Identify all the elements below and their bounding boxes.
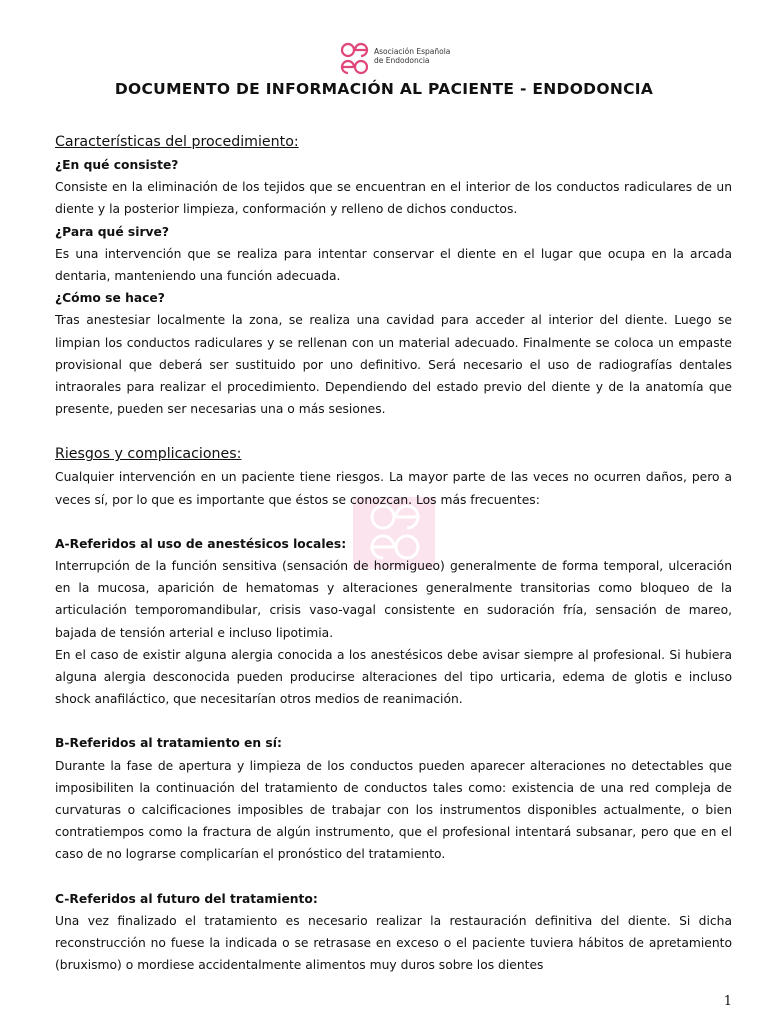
section-heading-characteristics: Características del procedimiento: <box>55 134 299 150</box>
aede-logo <box>340 42 470 76</box>
document-body <box>55 130 732 977</box>
logo-line-1: Asociación Española <box>374 47 451 56</box>
risks-intro: Cualquier intervención en un paciente tiene riesgos. La mayor parte de las veces no ocurren daños, pero a veces sí, por lo que es importante que éstos se conozcan. Los más frecuentes: <box>55 470 732 507</box>
page-number: 1 <box>723 994 732 1009</box>
subheading-anesthetics: A-Referidos al uso de anestésicos locales: <box>55 536 347 551</box>
aede-logo-mark-icon <box>340 42 370 76</box>
answer-purpose: Es una intervención que se realiza para intentar conservar el diente en el lugar que ocupa en la arcada dentaria, manteniendo una función adecuada. <box>55 246 732 284</box>
question-how: ¿Cómo se hace? <box>55 291 165 306</box>
subheading-future: C-Referidos al futuro del tratamiento: <box>55 891 318 906</box>
section-heading-risks: Riesgos y complicaciones: <box>55 446 242 463</box>
future-paragraph: Una vez finalizado el tratamiento es necesario realizar la restauración definitiva del diente. Si dicha reconstrucción no fuese la indicada o se retrasase en exceso o el paciente tuviera hábitos de apretamiento (bruxismo) o mordiese accidentalmente alimentos muy duros sobre los dientes <box>55 913 732 973</box>
document-title: DOCUMENTO DE INFORMACIÓN AL PACIENTE - ENDODONCIA <box>114 80 654 98</box>
logo-text <box>374 47 450 65</box>
answer-how: Tras anestesiar localmente la zona, se realiza una cavidad para acceder al interior del diente. Luego se limpian los conductos radiculares y se rellenan con un material adecuado. Finalmente se coloca un empaste provisional que deberá ser sustituido por uno definitivo. Será necesario el uso de radiografías dentales intraorales para realizar el procedimiento. Dependiendo del estado previo del diente y de la anatomía que presente, pueden ser necesarias una o más sesiones. <box>55 313 732 417</box>
question-purpose: ¿Para qué sirve? <box>55 224 170 239</box>
anesthetics-paragraph-1: Interrupción de la función sensitiva (sensación de hormigueo) generalmente de forma temporal, ulceración en la mucosa, aparición de hematomas y alteraciones generalmente transitorias como bloqueo de la articulación temporomandibular, crisis vaso-vagal consistente en sudoración fría, sensación de mareo, bajada de tensión arterial e incluso lipotimia. <box>55 559 732 640</box>
treatment-paragraph: Durante la fase de apertura y limpieza de los conductos pueden aparecer alteraciones no detectables que imposibiliten la continuación del tratamiento de conductos tales como: existencia de una red compleja de curvaturas o calcificaciones imposibles de trabajar con los instrumentos disponibles actualmente, o bien contratiempos como la fractura de algún instrumento, que el profesional intentará subsanar, pero que en el caso de no lograrse complicarían el pronóstico del tratamiento. <box>55 758 732 862</box>
logo-line-2: de Endodoncia <box>374 56 430 65</box>
answer-what: Consiste en la eliminación de los tejidos que se encuentran en el interior de los conductos radiculares de un diente y la posterior limpieza, conformación y relleno de dichos conductos. <box>55 180 732 217</box>
subheading-treatment: B-Referidos al tratamiento en sí: <box>55 736 282 751</box>
anesthetics-paragraph-2: En el caso de existir alguna alergia conocida a los anestésicos debe avisar siempre al profesional. Si hubiera alguna alergia desconocida pueden producirse alteraciones del tipo urticaria, edema de glotis e incluso shock anafiláctico, que necesitarían otros medios de reanimación. <box>55 647 732 707</box>
question-what: ¿En qué consiste? <box>55 158 179 172</box>
